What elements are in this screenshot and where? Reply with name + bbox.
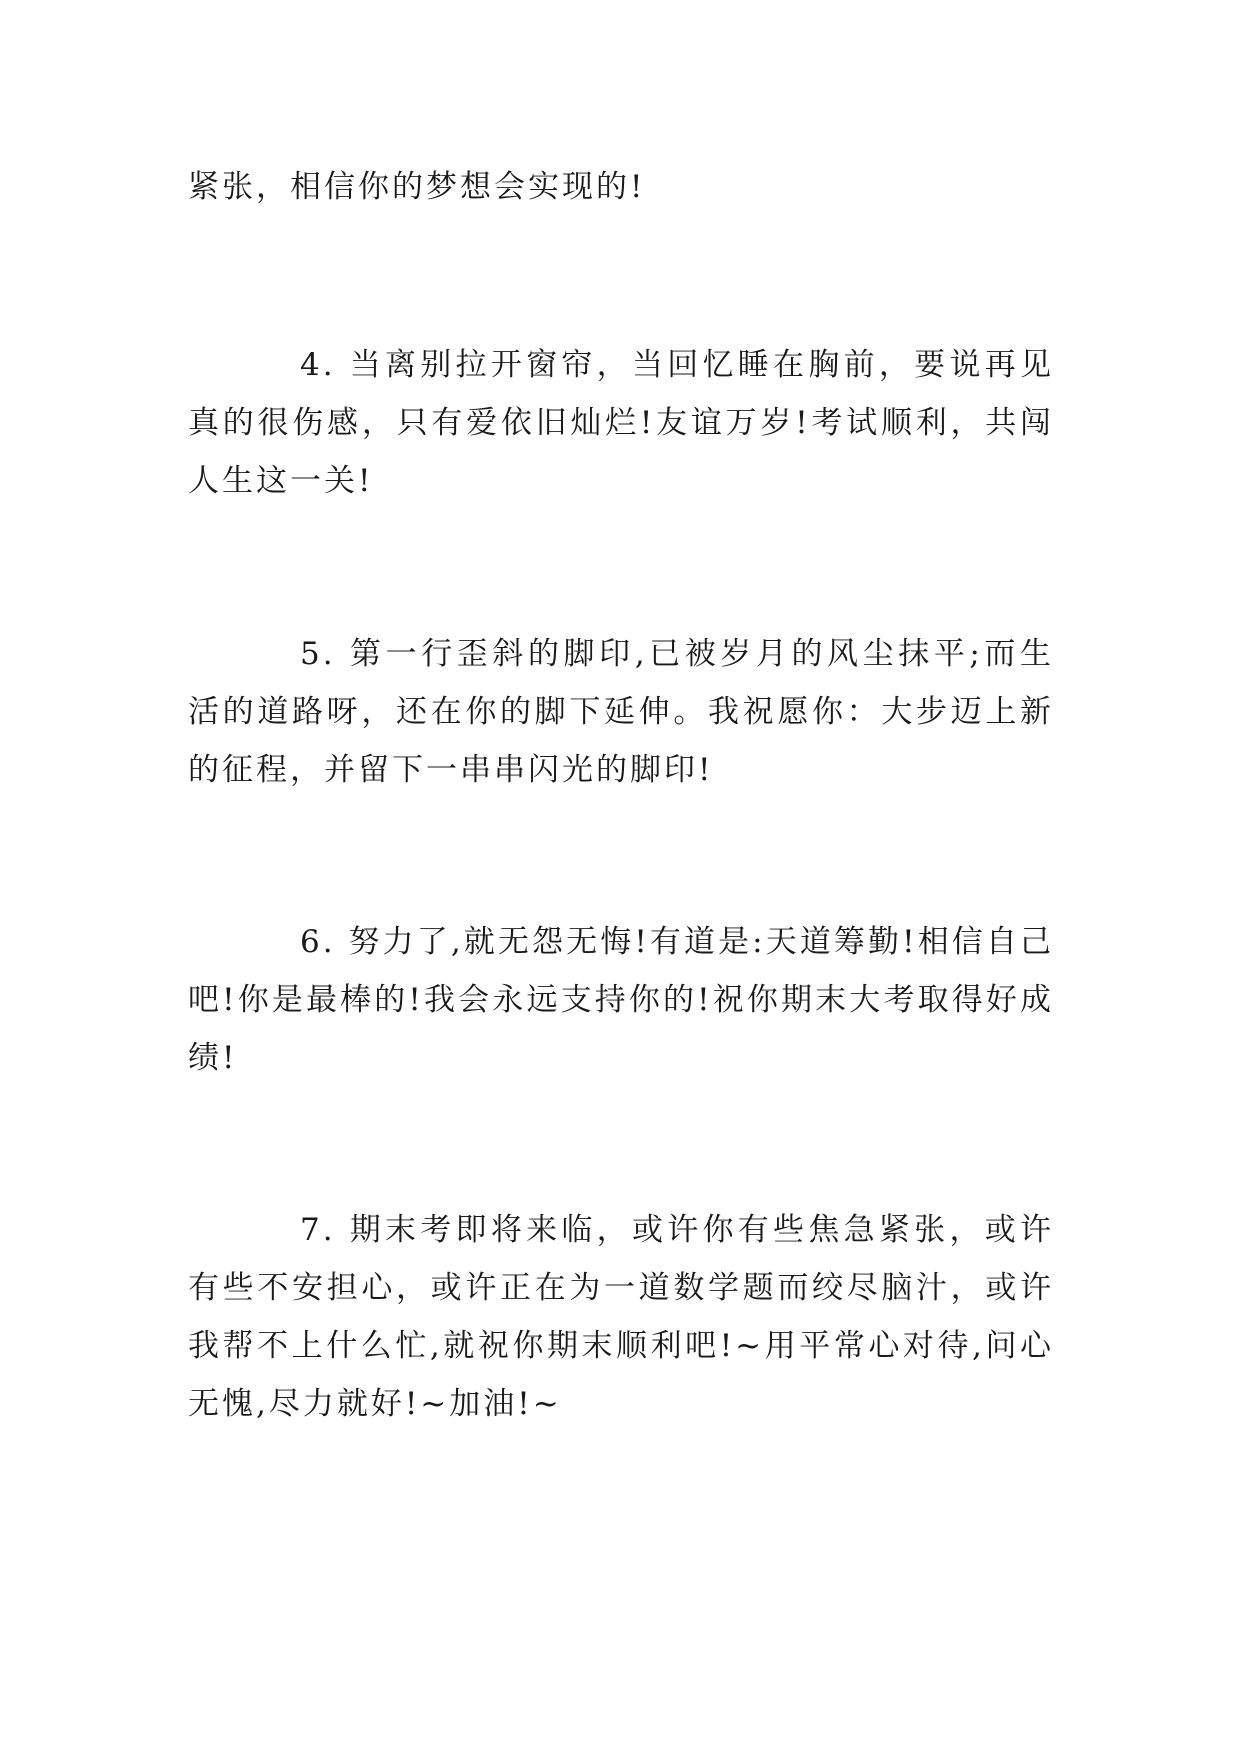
paragraph-text: 努力了,就无怨无悔!有道是:天道筹勤!相信自己吧!你是最棒的!我会永远支持你的!祝你期末大考取得好成绩! [188,924,1054,1076]
paragraph-7 [188,1201,1054,1433]
paragraph-number: 6. [300,924,336,960]
paragraph-continued [188,158,1054,216]
paragraph-number: 7. [300,1212,336,1248]
paragraph-number: 5. [300,636,336,672]
paragraph-4 [188,336,1054,510]
paragraph-text: 期末考即将来临，或许你有些焦急紧张，或许有些不安担心，或许正在为一道数学题而绞尽脑汁，或许我帮不上什么忙,就祝你期末顺利吧!~用平常心对待,问心无愧,尽力就好!~加油!~ [188,1212,1055,1422]
paragraph-5 [188,625,1054,799]
paragraph-number: 4. [300,347,336,383]
paragraph-text: 当离别拉开窗帘，当回忆睡在胸前，要说再见真的很伤感，只有爱依旧灿烂!友谊万岁!考试顺利，共闯人生这一关! [188,347,1055,499]
paragraph-text: 第一行歪斜的脚印,已被岁月的风尘抹平;而生活的道路呀，还在你的脚下延伸。我祝愿你：大步迈上新的征程，并留下一串串闪光的脚印! [188,636,1055,788]
paragraph-text: 紧张，相信你的梦想会实现的! [188,169,646,205]
paragraph-6 [188,913,1054,1087]
